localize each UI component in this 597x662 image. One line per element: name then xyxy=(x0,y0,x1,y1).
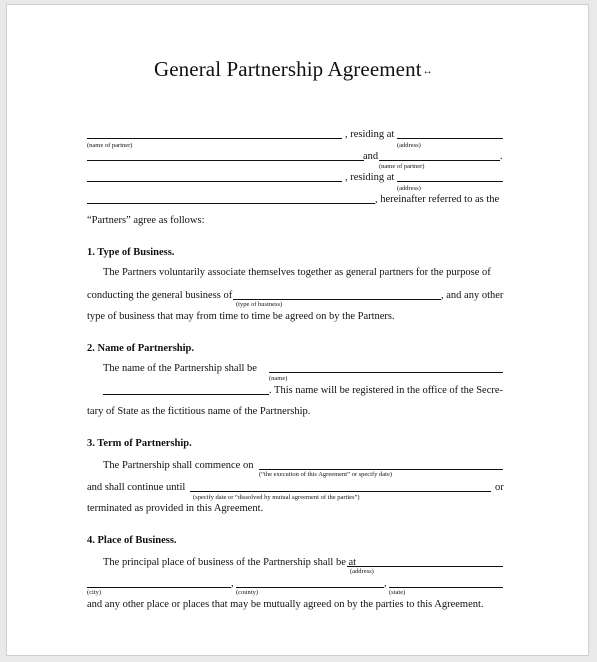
address-2-continued-line[interactable] xyxy=(87,203,375,204)
city-hint: (city) xyxy=(87,589,102,596)
section-3-line-3: terminated as provided in this Agreement. xyxy=(87,503,264,514)
document-page xyxy=(6,4,589,656)
residing-at-2: , residing at xyxy=(345,172,395,183)
state-line[interactable] xyxy=(389,587,503,588)
partners-agree-text: “Partners” agree as follows: xyxy=(87,215,205,226)
section-1-line-2a: conducting the general business of xyxy=(87,290,233,301)
address-1-continued-line[interactable] xyxy=(87,160,364,161)
name-of-partner-1-hint: (name of partner) xyxy=(87,142,133,149)
residing-at-1: , residing at xyxy=(345,129,395,140)
section-4-heading: 4. Place of Business. xyxy=(87,535,177,546)
section-3-line-2b: or xyxy=(495,482,504,493)
section-2-line-3: tary of State as the fictitious name of the Partnership. xyxy=(87,406,311,417)
address-2-line[interactable] xyxy=(397,181,503,182)
section-4-line-3: and any other place or places that may be mutually agreed on by the parties to this Agreement. xyxy=(87,599,484,610)
hereinafter-text: , hereinafter referred to as the xyxy=(375,194,500,205)
continue-until-hint: (specify date or “dissolved by mutual agreement of the parties”) xyxy=(193,494,360,501)
section-2-line-1: The name of the Partnership shall be xyxy=(103,363,257,374)
section-1-line-3: type of business that may from time to time be agreed on by the Partners. xyxy=(87,311,395,322)
document-title: General Partnership Agreement↔ xyxy=(154,57,433,81)
city-line[interactable] xyxy=(87,587,231,588)
place-address-line[interactable] xyxy=(347,566,503,567)
section-1-line-1: The Partners voluntarily associate themselves together as general partners for the purpose of xyxy=(103,267,491,278)
comma-1: , xyxy=(231,578,234,589)
and-text: and xyxy=(363,151,379,162)
section-3-line-1: The Partnership shall commence on xyxy=(103,460,254,471)
partnership-name-line[interactable] xyxy=(269,372,503,373)
partnership-name-continued-line[interactable] xyxy=(103,394,269,395)
place-address-hint: (address) xyxy=(350,568,374,575)
continue-until-line[interactable] xyxy=(190,491,491,492)
comma-2: , xyxy=(384,578,387,589)
address-2-hint: (address) xyxy=(397,185,421,192)
type-of-business-line[interactable] xyxy=(233,299,441,300)
section-1-heading: 1. Type of Business. xyxy=(87,247,175,258)
state-hint: (state) xyxy=(389,589,406,596)
section-2-line-2: . This name will be registered in the office of the Secre- xyxy=(269,385,504,396)
section-2-heading: 2. Name of Partnership. xyxy=(87,343,195,354)
commence-date-line[interactable] xyxy=(259,469,503,470)
title-mark: ↔ xyxy=(422,66,433,77)
section-4-line-1: The principal place of business of the Partnership shall be at xyxy=(103,557,357,568)
county-line[interactable] xyxy=(236,587,384,588)
period-text: . xyxy=(500,151,503,162)
address-1-line[interactable] xyxy=(397,138,503,139)
partner-2-name-line[interactable] xyxy=(379,160,500,161)
section-3-heading: 3. Term of Partnership. xyxy=(87,438,192,449)
partner-1-name-line[interactable] xyxy=(87,138,342,139)
name-hint: (name) xyxy=(269,375,288,382)
commence-date-hint: (“the execution of this Agreement” or specify date) xyxy=(259,471,393,478)
type-of-business-hint: (type of business) xyxy=(236,301,283,308)
address-1-hint: (address) xyxy=(397,142,421,149)
section-3-line-2a: and shall continue until xyxy=(87,482,186,493)
county-hint: (county) xyxy=(236,589,259,596)
name-of-partner-2-hint: (name of partner) xyxy=(379,163,425,170)
partner-2-continued-line[interactable] xyxy=(87,181,342,182)
section-1-line-2b: , and any other xyxy=(441,290,504,301)
